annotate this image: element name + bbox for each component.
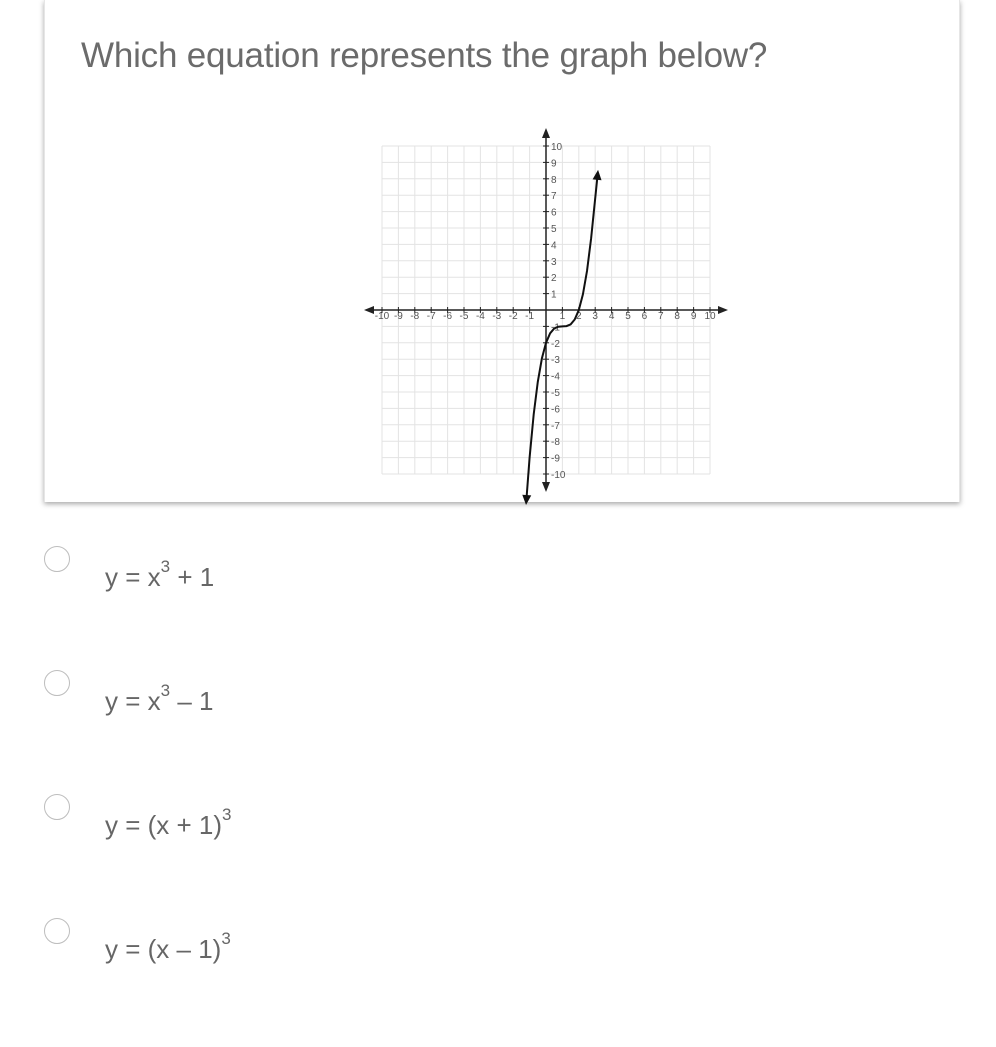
option-label: $y = x^3 - 1$	[105, 681, 214, 716]
x-axis-arrow-right	[718, 306, 728, 314]
y-tick-label: 5	[551, 224, 557, 235]
x-tick-label: -1	[525, 311, 535, 322]
cubic-graph	[318, 120, 716, 490]
x-tick-label: 6	[641, 311, 648, 322]
x-tick-label: 9	[690, 311, 697, 322]
y-tick-label: -10	[551, 470, 566, 481]
x-tick-label: 4	[608, 311, 615, 322]
x-tick-label: -6	[443, 311, 453, 322]
y-tick-label: -1	[551, 322, 560, 334]
x-tick-label: 2	[576, 311, 582, 322]
y-tick-label: -9	[551, 453, 560, 465]
y-tick-label: 2	[551, 273, 557, 285]
answer-option-3[interactable]	[44, 794, 644, 854]
y-tick-label: -8	[551, 437, 560, 449]
radio-button[interactable]	[44, 546, 70, 572]
answer-option-4[interactable]	[44, 918, 644, 978]
answer-option-1[interactable]	[44, 546, 644, 606]
y-tick-label: 4	[551, 240, 557, 252]
y-tick-label: -7	[551, 420, 560, 432]
x-tick-label: -10	[374, 311, 390, 322]
x-tick-label: 5	[625, 311, 631, 322]
x-tick-label: -3	[492, 311, 502, 322]
question-card	[44, 0, 960, 502]
y-tick-label: 1	[551, 289, 557, 301]
y-tick-label: -6	[551, 404, 560, 416]
option-label: y = (x – 1)$^3$	[105, 929, 231, 964]
y-axis-arrow-down	[542, 482, 550, 492]
curve-arrow-up	[593, 170, 602, 180]
radio-button[interactable]	[44, 794, 70, 820]
x-tick-label: -8	[410, 311, 420, 322]
y-tick-label: 9	[551, 158, 557, 170]
x-tick-label: -2	[508, 311, 518, 322]
option-label: $y = (x + 1)^3$	[105, 805, 232, 840]
y-tick-label: 3	[551, 256, 557, 268]
y-tick-label: -3	[551, 355, 560, 367]
x-tick-label: -7	[426, 311, 436, 322]
x-tick-label: 7	[658, 311, 664, 322]
y-tick-label: -4	[551, 371, 560, 383]
x-tick-label: 1	[559, 311, 566, 322]
x-tick-label: -5	[459, 311, 469, 322]
x-tick-label: 3	[592, 311, 598, 322]
x-axis-arrow-left	[364, 306, 374, 314]
option-label: $y = x^3 + 1$	[105, 557, 215, 592]
question-text: Which equation represents the graph below?	[81, 36, 768, 75]
x-tick-label: -4	[475, 311, 485, 322]
y-tick-label: 10	[551, 142, 563, 153]
y-axis-arrow-up	[542, 128, 550, 138]
y-tick-label: -2	[551, 338, 560, 350]
answer-option-2[interactable]	[44, 670, 644, 730]
x-tick-label: 10	[704, 311, 716, 322]
radio-button[interactable]	[44, 918, 70, 944]
y-tick-label: 6	[551, 207, 557, 219]
radio-button[interactable]	[44, 670, 70, 696]
curve-arrow-down	[522, 495, 531, 505]
y-tick-label: 8	[551, 174, 557, 186]
y-tick-label: -5	[551, 388, 560, 399]
axes	[364, 128, 728, 492]
x-tick-label: 8	[674, 311, 680, 322]
x-tick-label: -9	[393, 311, 403, 322]
y-tick-label: 7	[551, 191, 557, 203]
